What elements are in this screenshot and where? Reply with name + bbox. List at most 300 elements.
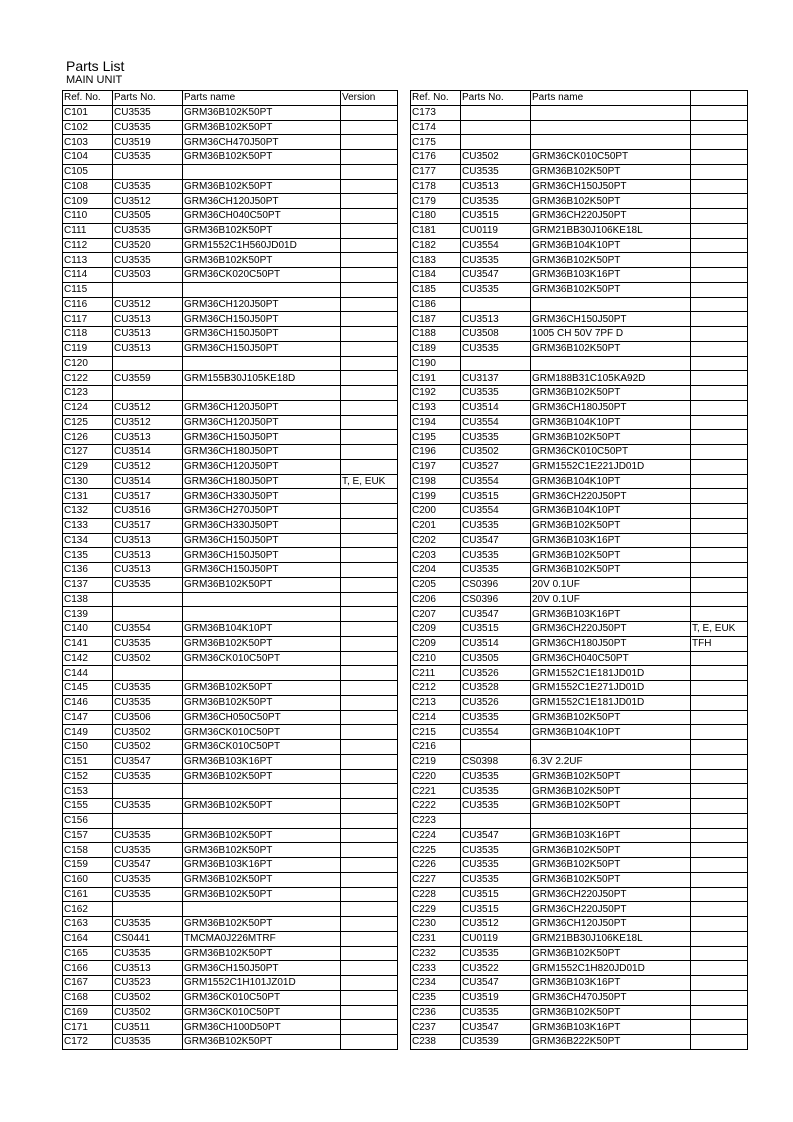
cell-parts-name: GRM36B102K50PT <box>183 917 341 932</box>
cell-ref-no: C151 <box>63 754 113 769</box>
table-row <box>63 238 398 253</box>
cell-ref-no: C228 <box>411 887 461 902</box>
cell-ref-no: C166 <box>63 961 113 976</box>
cell-parts-name: GRM36CH330J50PT <box>183 489 341 504</box>
cell-ref-no: C212 <box>411 681 461 696</box>
cell-version <box>691 681 748 696</box>
cell-parts-no: CU3502 <box>113 1005 183 1020</box>
cell-parts-name: GRM36B102K50PT <box>183 179 341 194</box>
cell-parts-name: GRM36B102K50PT <box>531 799 691 814</box>
cell-parts-name: GRM36CH180J50PT <box>183 445 341 460</box>
cell-ref-no: C113 <box>63 253 113 268</box>
table-row <box>63 282 398 297</box>
cell-ref-no: C162 <box>63 902 113 917</box>
table-row <box>411 194 748 209</box>
cell-parts-name <box>183 386 341 401</box>
cell-version <box>691 577 748 592</box>
section-subtitle: MAIN UNIT <box>66 74 123 86</box>
cell-ref-no: C176 <box>411 150 461 165</box>
table-row <box>63 194 398 209</box>
table-row <box>411 1020 748 1035</box>
cell-parts-no: CU3513 <box>113 327 183 342</box>
cell-ref-no: C101 <box>63 105 113 120</box>
cell-parts-name: GRM36B102K50PT <box>531 430 691 445</box>
cell-parts-name: GRM36B102K50PT <box>183 695 341 710</box>
table-row <box>63 135 398 150</box>
header-version <box>691 91 748 106</box>
cell-ref-no: C126 <box>63 430 113 445</box>
cell-ref-no: C237 <box>411 1020 461 1035</box>
table-row <box>411 563 748 578</box>
cell-version <box>691 268 748 283</box>
table-row <box>411 858 748 873</box>
cell-version <box>341 990 398 1005</box>
cell-parts-no: CU3512 <box>113 400 183 415</box>
cell-parts-name: GRM36CH470J50PT <box>531 990 691 1005</box>
cell-ref-no: C234 <box>411 976 461 991</box>
table-row <box>411 784 748 799</box>
cell-parts-no: CU3514 <box>113 474 183 489</box>
cell-parts-name: GRM36B102K50PT <box>531 518 691 533</box>
table-row <box>63 356 398 371</box>
cell-parts-no: CU3502 <box>113 651 183 666</box>
cell-version <box>691 282 748 297</box>
cell-ref-no: C175 <box>411 135 461 150</box>
cell-ref-no: C103 <box>63 135 113 150</box>
cell-ref-no: C233 <box>411 961 461 976</box>
cell-parts-name: GRM36B102K50PT <box>531 164 691 179</box>
table-row <box>63 312 398 327</box>
cell-parts-no: CU3535 <box>113 577 183 592</box>
table-row <box>411 312 748 327</box>
cell-parts-name: GRM36CH120J50PT <box>183 459 341 474</box>
cell-ref-no: C190 <box>411 356 461 371</box>
cell-parts-name <box>531 740 691 755</box>
cell-parts-name: GRM36B103K16PT <box>531 533 691 548</box>
cell-parts-no: CU3508 <box>461 327 531 342</box>
cell-ref-no: C216 <box>411 740 461 755</box>
cell-parts-name: 20V 0.1UF <box>531 577 691 592</box>
cell-parts-no: CU3513 <box>113 430 183 445</box>
cell-parts-name: GRM1552C1E181JD01D <box>531 695 691 710</box>
table-row <box>63 769 398 784</box>
cell-ref-no: C225 <box>411 843 461 858</box>
cell-parts-name: GRM36CH180J50PT <box>531 636 691 651</box>
cell-version <box>341 887 398 902</box>
cell-parts-no <box>461 356 531 371</box>
cell-version <box>691 297 748 312</box>
table-row <box>411 754 748 769</box>
cell-version <box>691 327 748 342</box>
cell-parts-no: CS0441 <box>113 931 183 946</box>
cell-parts-no: CU3535 <box>113 828 183 843</box>
cell-version <box>341 238 398 253</box>
cell-parts-no: CU3535 <box>113 917 183 932</box>
cell-ref-no: C138 <box>63 592 113 607</box>
cell-parts-name <box>531 105 691 120</box>
cell-version <box>341 843 398 858</box>
cell-parts-name: GRM36CH150J50PT <box>183 548 341 563</box>
cell-parts-name: GRM1552C1E181JD01D <box>531 666 691 681</box>
cell-parts-name: GRM36CK010C50PT <box>531 445 691 460</box>
cell-ref-no: C129 <box>63 459 113 474</box>
table-row <box>411 607 748 622</box>
cell-version <box>691 105 748 120</box>
table-row <box>411 548 748 563</box>
cell-parts-name: GRM36B102K50PT <box>183 223 341 238</box>
cell-version <box>691 931 748 946</box>
cell-ref-no: C112 <box>63 238 113 253</box>
cell-ref-no: C238 <box>411 1035 461 1050</box>
cell-parts-name: GRM36B102K50PT <box>531 710 691 725</box>
cell-version <box>341 386 398 401</box>
cell-parts-no: CS0398 <box>461 754 531 769</box>
cell-parts-name: GRM36B102K50PT <box>183 769 341 784</box>
cell-ref-no: C188 <box>411 327 461 342</box>
cell-parts-name <box>183 666 341 681</box>
table-row <box>63 946 398 961</box>
table-row <box>63 297 398 312</box>
cell-parts-name: GRM36B102K50PT <box>183 799 341 814</box>
cell-parts-name: GRM36CH150J50PT <box>183 430 341 445</box>
cell-ref-no: C189 <box>411 341 461 356</box>
cell-parts-no: CU3535 <box>113 695 183 710</box>
table-row <box>63 548 398 563</box>
cell-parts-name <box>183 592 341 607</box>
table-row <box>63 459 398 474</box>
cell-ref-no: C120 <box>63 356 113 371</box>
cell-ref-no: C182 <box>411 238 461 253</box>
cell-parts-no: CU3547 <box>461 607 531 622</box>
table-row <box>63 681 398 696</box>
cell-parts-name: GRM1552C1H101JZ01D <box>183 976 341 991</box>
cell-ref-no: C159 <box>63 858 113 873</box>
cell-version <box>341 164 398 179</box>
header-version: Version <box>341 91 398 106</box>
cell-ref-no: C199 <box>411 489 461 504</box>
cell-version <box>691 710 748 725</box>
cell-parts-no: CU3512 <box>461 917 531 932</box>
cell-parts-no: CU3137 <box>461 371 531 386</box>
cell-parts-no: CU3554 <box>461 504 531 519</box>
cell-ref-no: C133 <box>63 518 113 533</box>
table-header-row <box>411 91 748 106</box>
cell-version <box>691 592 748 607</box>
cell-parts-no <box>113 164 183 179</box>
cell-version <box>341 695 398 710</box>
cell-ref-no: C214 <box>411 710 461 725</box>
cell-parts-name: GRM36CH180J50PT <box>183 474 341 489</box>
cell-parts-name: GRM36B102K50PT <box>183 636 341 651</box>
cell-parts-name: GRM36B102K50PT <box>531 784 691 799</box>
cell-ref-no: C201 <box>411 518 461 533</box>
cell-version <box>341 725 398 740</box>
cell-version <box>341 356 398 371</box>
cell-ref-no: C174 <box>411 120 461 135</box>
table-row <box>63 164 398 179</box>
cell-parts-name: GRM36CH150J50PT <box>531 312 691 327</box>
cell-parts-name: GRM36B102K50PT <box>531 548 691 563</box>
cell-parts-no: CU3522 <box>461 961 531 976</box>
table-row <box>63 666 398 681</box>
cell-parts-name: GRM36B102K50PT <box>531 386 691 401</box>
cell-parts-no: CU3503 <box>113 268 183 283</box>
cell-ref-no: C157 <box>63 828 113 843</box>
table-row <box>63 917 398 932</box>
table-row <box>411 327 748 342</box>
table-row <box>63 695 398 710</box>
table-row <box>411 415 748 430</box>
cell-ref-no: C134 <box>63 533 113 548</box>
cell-ref-no: C181 <box>411 223 461 238</box>
cell-version <box>341 312 398 327</box>
table-row <box>63 253 398 268</box>
cell-parts-name: GRM36CK010C50PT <box>183 740 341 755</box>
cell-parts-no: CU3502 <box>113 725 183 740</box>
cell-parts-no: CU3547 <box>461 1020 531 1035</box>
cell-parts-no: CU0119 <box>461 931 531 946</box>
cell-parts-no: CU3535 <box>113 120 183 135</box>
cell-version <box>341 135 398 150</box>
table-row <box>63 592 398 607</box>
table-row <box>411 489 748 504</box>
cell-ref-no: C150 <box>63 740 113 755</box>
cell-parts-name: GRM21BB30J106KE18L <box>531 223 691 238</box>
cell-parts-name: GRM36CH150J50PT <box>183 563 341 578</box>
cell-parts-name: GRM36CH330J50PT <box>183 518 341 533</box>
cell-ref-no: C196 <box>411 445 461 460</box>
cell-version <box>341 636 398 651</box>
cell-version <box>341 489 398 504</box>
table-row <box>411 504 748 519</box>
cell-ref-no: C194 <box>411 415 461 430</box>
cell-version <box>691 754 748 769</box>
cell-parts-no: CU3535 <box>461 548 531 563</box>
cell-parts-name: GRM36B102K50PT <box>531 843 691 858</box>
cell-version <box>691 872 748 887</box>
cell-version <box>691 194 748 209</box>
cell-parts-no: CS0396 <box>461 592 531 607</box>
cell-ref-no: C232 <box>411 946 461 961</box>
cell-ref-no: C108 <box>63 179 113 194</box>
cell-version <box>691 990 748 1005</box>
cell-version <box>341 622 398 637</box>
cell-parts-no: CU3520 <box>113 238 183 253</box>
cell-version <box>341 400 398 415</box>
cell-ref-no: C116 <box>63 297 113 312</box>
cell-parts-name: GRM36B102K50PT <box>531 858 691 873</box>
cell-ref-no: C145 <box>63 681 113 696</box>
cell-parts-no: CU3513 <box>461 312 531 327</box>
cell-version <box>341 740 398 755</box>
cell-ref-no: C220 <box>411 769 461 784</box>
table-row <box>411 931 748 946</box>
cell-version <box>341 917 398 932</box>
cell-ref-no: C164 <box>63 931 113 946</box>
cell-parts-name: GRM36B102K50PT <box>531 282 691 297</box>
cell-version <box>691 164 748 179</box>
cell-parts-name <box>531 120 691 135</box>
cell-parts-no: CU3535 <box>461 710 531 725</box>
table-row <box>63 651 398 666</box>
header-parts-name: Parts name <box>531 91 691 106</box>
cell-parts-no: CU3526 <box>461 695 531 710</box>
cell-version <box>691 813 748 828</box>
cell-version <box>341 179 398 194</box>
table-row <box>63 518 398 533</box>
cell-parts-name: GRM36CH150J50PT <box>531 179 691 194</box>
cell-parts-name: GRM36B103K16PT <box>531 607 691 622</box>
cell-version <box>341 607 398 622</box>
cell-ref-no: C109 <box>63 194 113 209</box>
cell-version <box>341 828 398 843</box>
cell-ref-no: C206 <box>411 592 461 607</box>
table-row <box>411 341 748 356</box>
cell-parts-no: CU3502 <box>461 445 531 460</box>
table-row <box>63 872 398 887</box>
cell-version <box>341 150 398 165</box>
cell-parts-name: GRM36B102K50PT <box>183 828 341 843</box>
cell-parts-name: GRM155B30J105KE18D <box>183 371 341 386</box>
cell-parts-no <box>461 120 531 135</box>
cell-ref-no: C136 <box>63 563 113 578</box>
table-row <box>63 533 398 548</box>
table-row <box>63 902 398 917</box>
table-row <box>411 518 748 533</box>
cell-parts-no: CU3547 <box>461 533 531 548</box>
cell-parts-no: CU3505 <box>461 651 531 666</box>
table-row <box>63 341 398 356</box>
cell-version <box>691 828 748 843</box>
cell-parts-no: CU3513 <box>113 312 183 327</box>
cell-parts-name: GRM36CH100D50PT <box>183 1020 341 1035</box>
cell-parts-name: GRM36CK010C50PT <box>531 150 691 165</box>
cell-parts-no: CU3535 <box>113 872 183 887</box>
cell-version <box>341 563 398 578</box>
cell-parts-no: CU3535 <box>461 799 531 814</box>
cell-parts-no: CU3559 <box>113 371 183 386</box>
table-row <box>63 327 398 342</box>
cell-ref-no: C183 <box>411 253 461 268</box>
cell-ref-no: C119 <box>63 341 113 356</box>
cell-version <box>691 666 748 681</box>
cell-ref-no: C146 <box>63 695 113 710</box>
cell-ref-no: C123 <box>63 386 113 401</box>
cell-parts-name: 6.3V 2.2UF <box>531 754 691 769</box>
cell-version <box>341 858 398 873</box>
cell-parts-name: GRM36CH220J50PT <box>531 902 691 917</box>
cell-parts-no: CU3502 <box>113 740 183 755</box>
cell-parts-name: GRM36B104K10PT <box>531 725 691 740</box>
cell-ref-no: C219 <box>411 754 461 769</box>
table-row <box>411 1035 748 1050</box>
cell-parts-name: GRM36CK020C50PT <box>183 268 341 283</box>
cell-parts-name: GRM36B103K16PT <box>183 754 341 769</box>
cell-parts-name: GRM36CK010C50PT <box>183 725 341 740</box>
cell-ref-no: C135 <box>63 548 113 563</box>
cell-parts-no: CU3519 <box>113 135 183 150</box>
cell-ref-no: C161 <box>63 887 113 902</box>
cell-parts-name: GRM36B102K50PT <box>531 946 691 961</box>
cell-version <box>341 769 398 784</box>
table-row <box>63 622 398 637</box>
table-row <box>411 872 748 887</box>
cell-parts-name: GRM36B102K50PT <box>531 872 691 887</box>
cell-version <box>341 976 398 991</box>
cell-ref-no: C215 <box>411 725 461 740</box>
table-row <box>63 1005 398 1020</box>
cell-version <box>341 533 398 548</box>
cell-parts-name: GRM36B104K10PT <box>531 474 691 489</box>
cell-parts-no: CU3517 <box>113 489 183 504</box>
cell-ref-no: C130 <box>63 474 113 489</box>
cell-parts-no: CU3535 <box>113 769 183 784</box>
cell-parts-no: CU3535 <box>461 769 531 784</box>
cell-version <box>341 784 398 799</box>
table-row <box>63 504 398 519</box>
table-row <box>411 976 748 991</box>
table-row <box>63 474 398 489</box>
cell-parts-no <box>113 282 183 297</box>
cell-ref-no: C104 <box>63 150 113 165</box>
cell-parts-name: GRM36B102K50PT <box>183 872 341 887</box>
cell-version <box>341 268 398 283</box>
cell-ref-no: C203 <box>411 548 461 563</box>
cell-parts-name: GRM36CH150J50PT <box>183 533 341 548</box>
cell-version <box>341 902 398 917</box>
cell-parts-no: CU3539 <box>461 1035 531 1050</box>
cell-parts-no <box>113 607 183 622</box>
cell-version <box>341 105 398 120</box>
cell-parts-no: CU3547 <box>461 268 531 283</box>
cell-parts-name <box>183 813 341 828</box>
table-row <box>63 784 398 799</box>
cell-ref-no: C115 <box>63 282 113 297</box>
table-row <box>411 459 748 474</box>
table-row <box>63 976 398 991</box>
table-row <box>63 931 398 946</box>
cell-parts-name: GRM36CH220J50PT <box>531 489 691 504</box>
cell-parts-name: GRM1552C1E221JD01D <box>531 459 691 474</box>
cell-version <box>691 1035 748 1050</box>
cell-ref-no: C222 <box>411 799 461 814</box>
cell-version <box>341 223 398 238</box>
cell-ref-no: C117 <box>63 312 113 327</box>
cell-parts-no <box>113 386 183 401</box>
cell-parts-no: CU3535 <box>113 150 183 165</box>
cell-parts-name: GRM36B103K16PT <box>531 976 691 991</box>
cell-version <box>691 430 748 445</box>
table-row <box>411 577 748 592</box>
cell-parts-name: GRM21BB30J106KE18L <box>531 931 691 946</box>
cell-parts-no: CU3528 <box>461 681 531 696</box>
cell-parts-no: CU3516 <box>113 504 183 519</box>
cell-ref-no: C209 <box>411 622 461 637</box>
cell-version <box>341 209 398 224</box>
cell-parts-name: GRM36B103K16PT <box>183 858 341 873</box>
cell-parts-no: CU3519 <box>461 990 531 1005</box>
cell-version <box>691 843 748 858</box>
cell-parts-name: GRM36B102K50PT <box>531 341 691 356</box>
table-row <box>411 813 748 828</box>
cell-parts-name: GRM36B103K16PT <box>531 268 691 283</box>
cell-version <box>341 754 398 769</box>
cell-parts-name: GRM36CH120J50PT <box>183 415 341 430</box>
table-row <box>63 710 398 725</box>
cell-ref-no: C160 <box>63 872 113 887</box>
cell-ref-no: C132 <box>63 504 113 519</box>
cell-ref-no: C213 <box>411 695 461 710</box>
